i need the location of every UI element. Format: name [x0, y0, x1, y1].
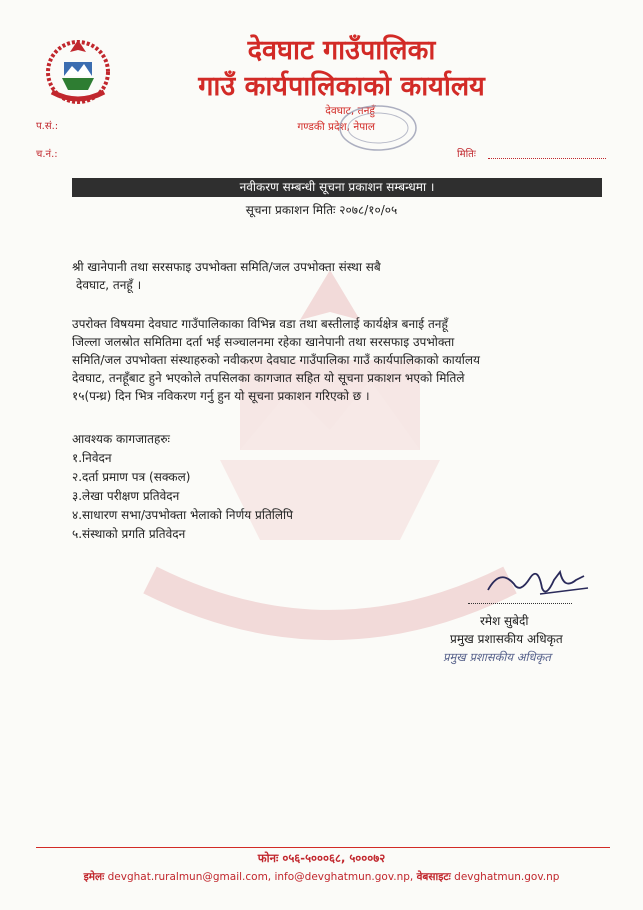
- office-stamp-icon: [335, 102, 421, 154]
- addressee-line-2: देवघाट, तनहूँ ।: [76, 278, 142, 292]
- signature-line: [468, 603, 572, 604]
- document-item: ४.साधारण सभा/उपभोक्ता भेलाको निर्णय प्रतिलिपि: [72, 508, 293, 522]
- document-item: ५.संस्थाको प्रगति प्रतिवेदन: [72, 527, 186, 541]
- date-label: मितिः: [457, 149, 476, 160]
- address-line-1: देवघाट, तनहुँ: [325, 105, 375, 117]
- dispatch-number-label: च.नं.:: [36, 149, 58, 160]
- signatory-title: प्रमुख प्रशासकीय अधिकृत: [450, 632, 563, 646]
- ref-number-label: प.सं.:: [36, 121, 59, 132]
- designation-stamp: प्रमुख प्रशासकीय अधिकृत: [443, 650, 551, 664]
- website-url: devghatmun.gov.np: [454, 871, 560, 883]
- footer-phone: फोनः ०५६-५०००६८, ५०००७२: [257, 851, 386, 865]
- footer-contact: [0, 870, 643, 884]
- email-addresses: devghat.ruralmun@gmail.com, info@devghatmun.gov.np,: [107, 871, 414, 883]
- documents-heading: आवश्यक कागजातहरुः: [72, 432, 170, 446]
- body-line: जिल्ला जलस्रोत समितिमा दर्ता भई सञ्चालनमा रहेका खानेपानी तथा सरसफाइ उपभोक्ता: [72, 335, 455, 349]
- body-paragraph: [72, 315, 612, 405]
- footer-divider: [36, 847, 610, 848]
- website-label: वेबसाइटः: [416, 871, 451, 883]
- date-field-line: [488, 158, 606, 159]
- body-line: देवघाट, तनहूँबाट हुने भएकोले तपसिलका कागजात सहित यो सूचना प्रकाशन भएको मितिले: [72, 371, 465, 385]
- body-line: समिति/जल उपभोक्ता संस्थाहरुको नवीकरण देवघाट गाउँपालिका गाउँ कार्यपालिकाको कार्यालय: [72, 353, 480, 367]
- document-item: २.दर्ता प्रमाण पत्र (सक्कल): [72, 470, 191, 484]
- addressee-line-1: श्री खानेपानी तथा सरसफाइ उपभोक्ता समिति/जल उपभोक्ता संस्था सबै: [72, 260, 381, 274]
- email-label: इमेलः: [83, 871, 105, 883]
- body-line: उपरोक्त विषयमा देवघाट गाउँपालिकाका विभिन्न वडा तथा बस्तीलाई कार्यक्षेत्र बनाई तनहूँ: [72, 317, 448, 331]
- subject-bar: [72, 178, 602, 197]
- document-item: १.निवेदन: [72, 451, 112, 465]
- office-name: देवघाट गाउँपालिका: [247, 35, 436, 66]
- handwritten-signature-icon: [480, 560, 590, 605]
- signatory-name: रमेश सुबेदी: [480, 614, 529, 628]
- document-item: ३.लेखा परीक्षण प्रतिवेदन: [72, 489, 180, 503]
- publish-date: सूचना प्रकाशन मितिः २०७८/१०/०५: [245, 203, 398, 217]
- documents-list: [72, 430, 472, 544]
- address-line-2: गण्डकी प्रदेश, नेपाल: [297, 121, 375, 133]
- subject-text: नवीकरण सम्बन्धी सूचना प्रकाशन सम्बन्धमा ।: [239, 180, 435, 194]
- body-line: १५(पन्ध्र) दिन भित्र नविकरण गर्नु हुन यो सूचना प्रकाशन गरिएको छ ।: [72, 389, 370, 403]
- office-subtitle: गाउँ कार्यपालिकाको कार्यालय: [198, 71, 485, 102]
